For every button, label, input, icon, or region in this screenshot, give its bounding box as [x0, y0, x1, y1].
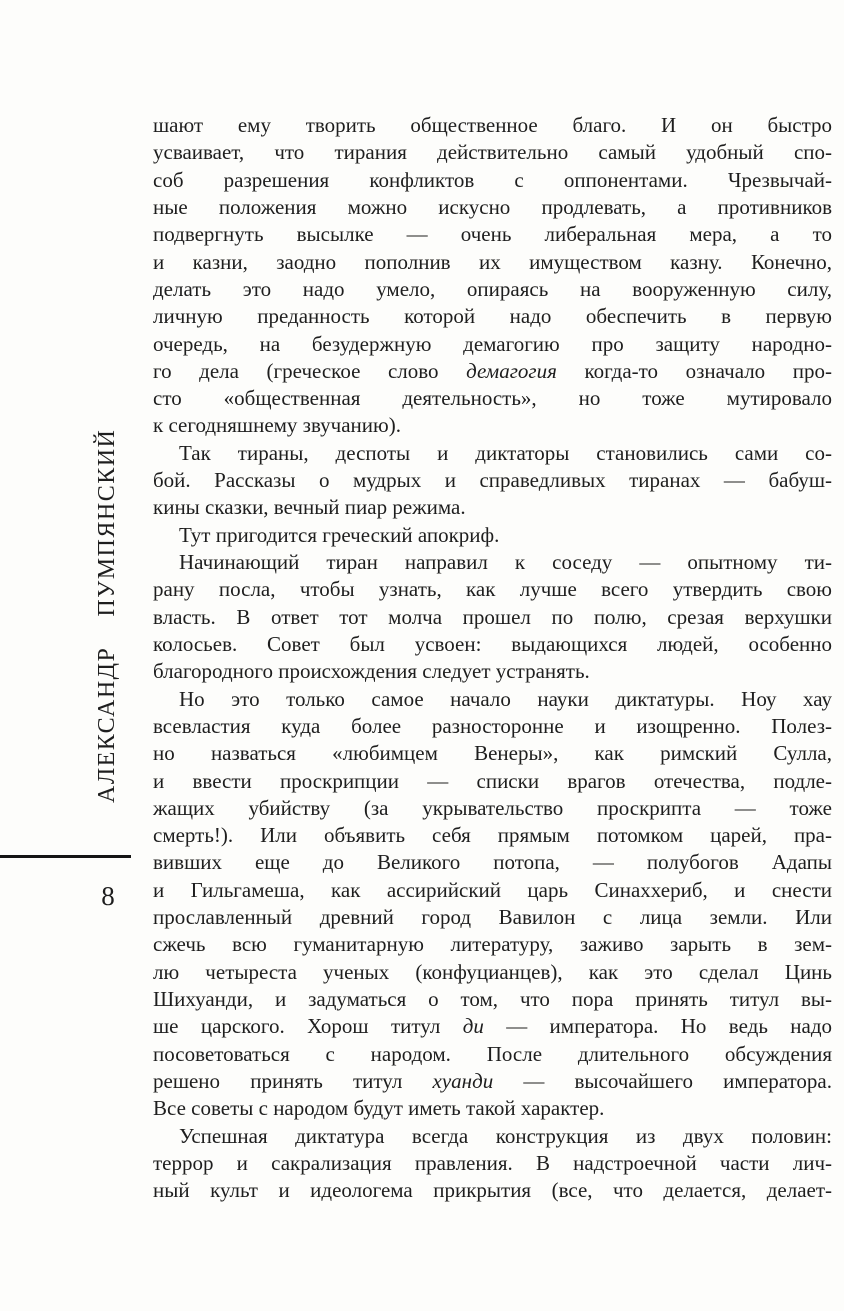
text-line: очередь, на безудержную демагогию про защиту народно- — [153, 331, 832, 356]
paragraph — [153, 686, 832, 1123]
text-line: террор и сакрализация правления. В надстроечной части лич- — [153, 1150, 832, 1175]
text-line: благородного происхождения следует устранять. — [153, 659, 590, 684]
text-line: власть. В ответ тот молча прошел по полю, срезая верхушки — [153, 604, 832, 629]
text-line: Начинающий тиран направил к соседу — опытному ти- — [179, 550, 832, 574]
paragraph — [153, 549, 832, 686]
text-line: к сегодняшнему звучанию). — [153, 413, 401, 438]
text-line: сжечь всю гуманитарную литературу, заживо зарыть в зем- — [153, 932, 832, 957]
text-line: колосьев. Совет был усвоен: выдающихся людей, особенно — [153, 631, 832, 656]
text-line: вивших еще до Великого потопа, — полубогов Адапы — [153, 850, 832, 875]
text-line: рану посла, чтобы узнать, как лучше всего утвердить свою — [153, 577, 832, 602]
body-text — [153, 112, 832, 1205]
paragraph — [153, 440, 832, 522]
text-line: Все советы с народом будут иметь такой характер. — [153, 1096, 605, 1121]
text-line: усваивает, что тирания действительно самый удобный спо- — [153, 140, 832, 165]
paragraph — [153, 522, 832, 549]
text-line: всевластия куда более разносторонне и изощренно. Полез- — [153, 713, 832, 738]
italic-term: хуанди — [432, 1068, 494, 1093]
author-last-name: ПУМПЯНСКИЙ — [94, 428, 120, 617]
text-line: ный культ и идеологема прикрытия (все, что делается, делает- — [153, 1178, 832, 1203]
text-line: и Гильгамеша, как ассирийский царь Синаххериб, и снести — [153, 877, 832, 902]
text-line: Тут пригодится греческий апокриф. — [179, 522, 500, 547]
text-line: делать это надо умело, опираясь на вооруженную силу, — [153, 276, 832, 301]
text-line: но назваться «любимцем Венеры», как римский Сулла, — [153, 741, 832, 766]
text-line: и ввести проскрипции — списки врагов отечества, подле- — [153, 768, 832, 793]
author-first-name: АЛЕКСАНДР — [94, 646, 120, 803]
text-line: смерть!). Или объявить себя прямым потомком царей, пра- — [153, 823, 832, 848]
text-line: жащих убийству (за укрывательство проскрипта — тоже — [153, 795, 832, 820]
text-line: сто «общественная деятельность», но тоже мутировало — [153, 386, 832, 411]
text-line: прославленный древний город Вавилон с лица земли. Или — [153, 905, 832, 930]
paragraph — [153, 1123, 832, 1205]
text-line: посоветоваться с народом. После длительного обсуждения — [153, 1041, 832, 1066]
text-line: решено принять титул хуанди — высочайшего императора. — [153, 1068, 832, 1093]
text-line: Шихуанди, и задуматься о том, что пора принять титул вы- — [153, 987, 832, 1011]
text-line: Успешная диктатура всегда конструкция из двух половин: — [179, 1123, 832, 1148]
italic-term: ди — [462, 1014, 484, 1039]
folio-rule — [0, 855, 131, 858]
text-line: Но это только самое начало науки диктатуры. Ноу хау — [179, 686, 832, 711]
text-line: соб разрешения конфликтов с оппонентами. Чрезвычай- — [153, 167, 832, 192]
text-line: ные положения можно искусно продлевать, а противников — [153, 194, 832, 219]
text-line: и казни, заодно пополнив их имуществом казну. Конечно, — [153, 249, 832, 274]
text-line: личную преданность которой надо обеспечить в первую — [153, 304, 832, 329]
paragraph — [153, 112, 832, 440]
text-line: ше царского. Хорош титул ди — императора. Но ведь надо — [153, 1014, 833, 1039]
text-line: шают ему творить общественное благо. И он быстро — [153, 113, 832, 137]
text-line: подвергнуть высылке — очень либеральная мера, а то — [153, 222, 832, 247]
text-line: кины сказки, вечный пиар режима. — [153, 495, 466, 520]
text-line: Так тираны, деспоты и диктаторы становились сами со- — [179, 440, 832, 465]
text-line: бой. Рассказы о мудрых и справедливых тиранах — бабуш- — [153, 468, 832, 493]
page-number: 8 — [101, 881, 115, 911]
italic-term: демагогия — [466, 358, 557, 383]
text-line: лю четыреста ученых (конфуцианцев), как это сделал Цинь — [153, 959, 832, 984]
text-line: го дела (греческое слово демагогия когда-то означало про- — [153, 358, 832, 383]
